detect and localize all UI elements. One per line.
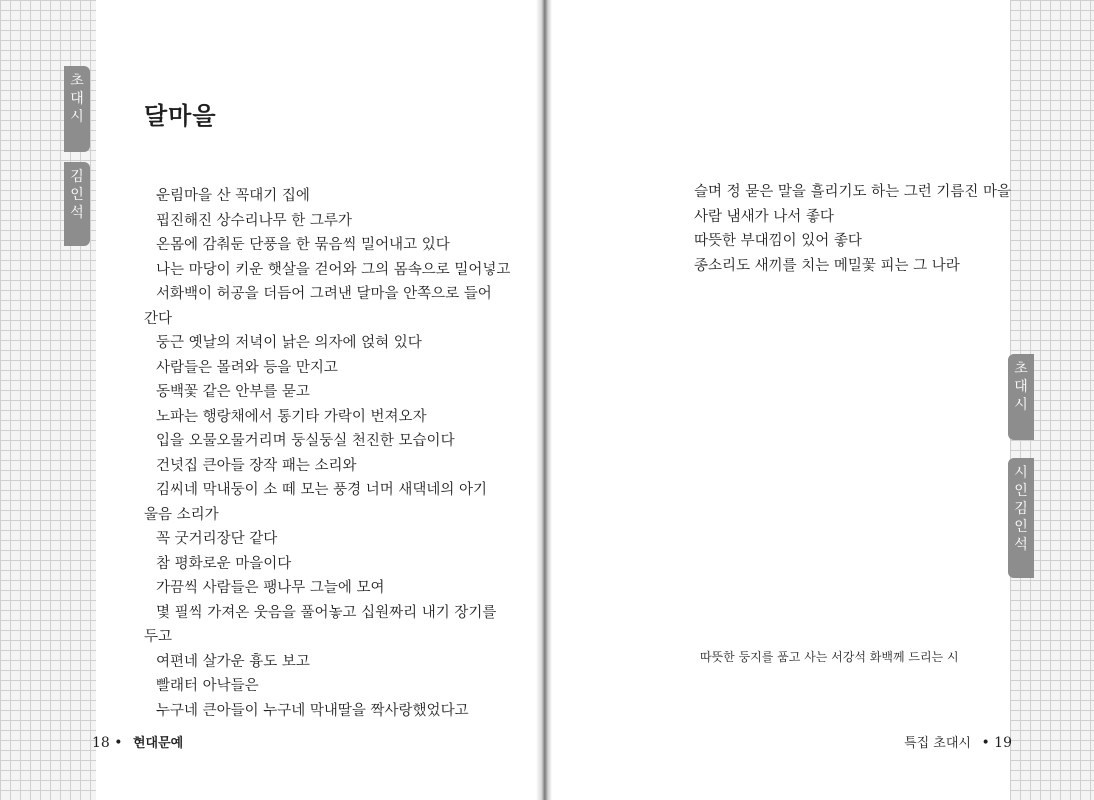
section-name: 특집 초대시 [904,736,971,751]
poem-line: 나는 마당이 키운 햇살을 걷어와 그의 몸속으로 밀어넣고 [156,261,511,278]
poem-title: 달마을 [144,101,217,130]
poem-line: 빨래터 아낙들은 [156,678,259,694]
tab-label: 김 인 석 [70,169,84,221]
poem-line: 여편네 살가운 흉도 보고 [156,653,310,670]
poem-line: 몇 필씩 가져온 웃음을 풀어놓고 십원짜리 내기 장기를 [156,604,497,621]
poem-line: 노파는 행랑채에서 통기타 가락이 번져오자 [156,408,427,425]
folio-left [92,732,183,751]
tab-label: 시 인 김 인 석 [1014,465,1028,553]
tab-invited-poem-right [1008,354,1034,440]
poem-body-right [682,180,1012,278]
poem-line: 가끔씩 사람들은 팽나무 그늘에 모여 [156,580,385,596]
poem-line: 운림마을 산 꼭대기 집에 [156,188,310,204]
poem-line: 동백꽃 같은 안부를 묻고 [156,384,310,400]
poem-body-left [144,184,511,723]
magazine-name: 현대문예 [133,736,184,751]
poem-line: 온몸에 감춰둔 단풍을 한 묶음씩 밀어내고 있다 [156,237,450,253]
folio-bullet: • [114,735,123,751]
tab-poet-name-right [1008,458,1034,578]
poem-line: 꼭 굿거리장단 같다 [156,531,278,547]
tab-invited-poem-left [64,66,90,152]
poem-line: 슬며 정 묻은 말을 흘리기도 하는 그런 기름진 마을 [694,184,1012,200]
poem-line: 사람 냄새가 나서 좋다 [694,208,834,225]
tab-label: 초 대 시 [70,73,84,125]
left-page [0,0,540,800]
folio-right [904,732,1012,751]
poem-line: 참 평화로운 마을이다 [156,555,292,572]
page-number: 19 [994,735,1012,751]
tab-label: 초 대 시 [1014,361,1028,413]
poem-line: 간다 [144,310,173,327]
poem-line: 핍진해진 상수리나무 한 그루가 [156,212,352,229]
poem-line: 따뜻한 부대낌이 있어 좋다 [694,233,862,249]
dedication: 따뜻한 둥지를 품고 사는 서강석 화백께 드리는 시 [700,650,959,664]
page-number: 18 [92,735,110,751]
poem-line: 종소리도 새끼를 치는 메밀꽃 피는 그 나라 [694,257,960,274]
poem-line: 사람들은 몰려와 등을 만지고 [156,359,338,376]
tab-poet-name-left [64,162,90,246]
folio-bullet: • [981,735,990,751]
poem-line: 입을 오물오물거리며 둥실둥실 천진한 모습이다 [156,433,455,449]
poem-line: 서화백이 허공을 더듬어 그려낸 달마을 안쪽으로 들어 [156,286,492,302]
poem-line: 울음 소리가 [144,506,219,523]
poem-line: 건넛집 큰아들 장작 패는 소리와 [156,457,357,474]
poem-line: 두고 [144,629,173,645]
poem-line: 둥근 옛날의 저녁이 낡은 의자에 얹혀 있다 [156,335,422,351]
poem-line: 누구네 큰아들이 누구네 막내딸을 짝사랑했었다고 [156,702,469,719]
book-gutter [536,0,552,800]
poem-line: 김씨네 막내둥이 소 떼 모는 풍경 너머 새댁네의 아기 [156,482,488,498]
